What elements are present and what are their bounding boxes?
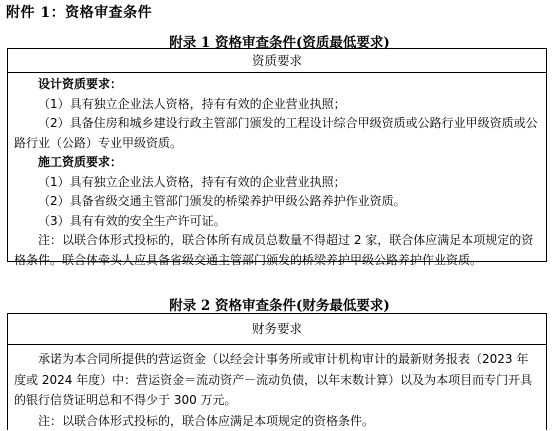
page-heading: 附件 1：资格审查条件 [6,2,152,22]
table2-caption: 附录 2 资格审查条件(财务最低要求) [0,294,559,314]
construction-item-2: （2）具备省级交通主管部门颁发的桥梁养护甲级公路养护作业资质。 [14,192,540,212]
financial-requirement-text: 承诺为本合同所提供的营运资金（以经会计事务所或审计机构审计的最新财务报表（2023 年度或 2024 年度）中：营运资金＝流动资产－流动负债，以年末数计算）以及为本项目而专门开具的银行信贷证明总和不得少于 300 万元。 [14,349,540,411]
qualification-table [7,48,547,262]
construction-requirements-title: 施工资质要求： [14,153,540,173]
table1-caption: 附录 1 资格审查条件(资质最低要求) [0,31,559,51]
construction-item-3: （3）具有有效的安全生产许可证。 [14,212,540,232]
financial-table-header: 财务要求 [8,314,546,345]
qualification-note: 注：以联合体形式投标的，联合体所有成员总数量不得超过 2 家，联合体应满足本项规定的资格条件。联合体牵头人应具备省级交通主管部门颁发的桥梁养护甲级公路养护作业资质。 [14,231,540,270]
financial-note: 注：以联合体形式投标的，联合体应满足本项规定的资格条件。 [14,411,540,431]
qualification-table-body [8,73,546,270]
financial-table-body [8,345,546,431]
design-item-1: （1）具有独立企业法人资格，持有有效的企业营业执照； [14,95,540,115]
qualification-table-header: 资质要求 [8,49,546,73]
construction-item-1: （1）具有独立企业法人资格，持有有效的企业营业执照； [14,173,540,193]
design-item-2: （2）具备住房和城乡建设行政主管部门颁发的工程设计综合甲级资质或公路行业甲级资质或公路行业（公路）专业甲级资质。 [14,114,540,153]
financial-table [7,313,547,430]
design-requirements-title: 设计资质要求： [14,75,540,95]
